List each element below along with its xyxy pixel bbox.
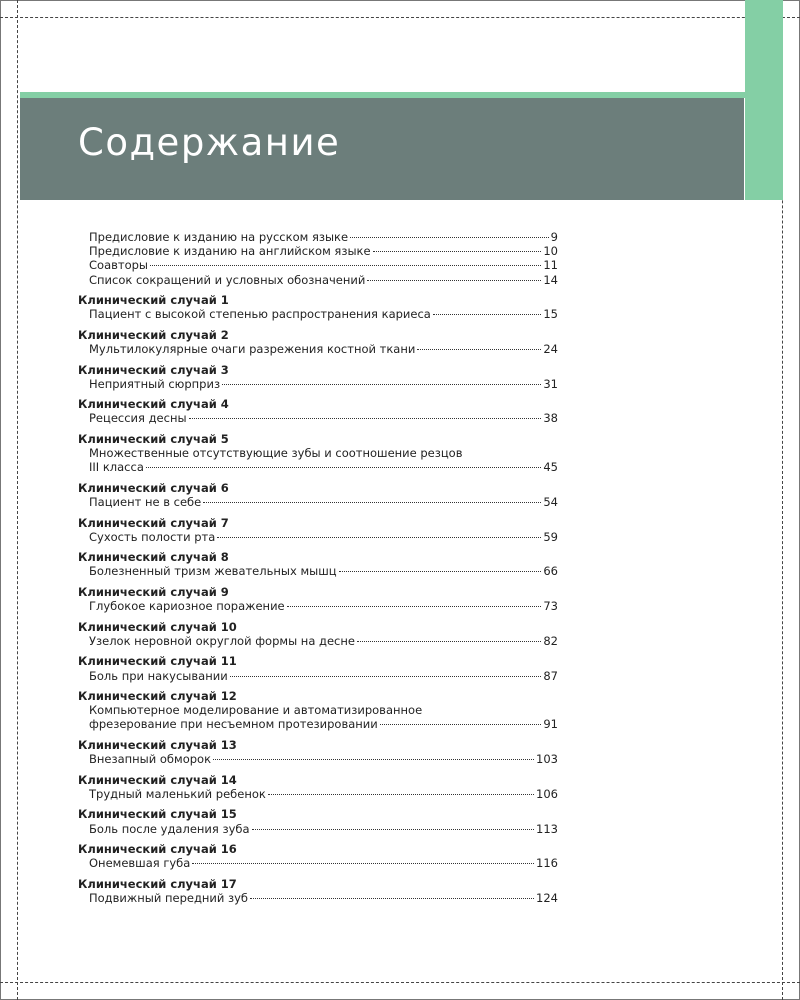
- case-heading: Клинический случай 9: [78, 584, 229, 599]
- page-number: 15: [543, 307, 558, 322]
- case-heading: Клинический случай 1: [78, 293, 229, 308]
- page-number: 31: [543, 376, 558, 391]
- toc-entry[interactable]: [78, 342, 558, 356]
- dot-leader: [222, 384, 541, 385]
- case-heading: Клинический случай 17: [78, 876, 237, 891]
- entry-title: Внезапный обморок: [89, 752, 212, 767]
- page-number: 45: [543, 460, 558, 475]
- dot-leader: [350, 237, 549, 238]
- toc-entry[interactable]: [78, 787, 558, 801]
- toc-entry[interactable]: [78, 891, 558, 905]
- entry-title: Рецессия десны: [89, 411, 187, 426]
- case-heading: Клинический случай 13: [78, 737, 237, 752]
- table-of-contents: [78, 230, 558, 905]
- entry-title: Мультилокулярные очаги разрежения костной ткани: [89, 342, 416, 357]
- page-number: 9: [550, 230, 558, 244]
- page-number: 103: [536, 752, 558, 767]
- entry-title: Сухость полости рта: [89, 529, 216, 544]
- toc-entry[interactable]: [78, 530, 558, 544]
- dot-leader: [192, 863, 534, 864]
- dot-leader: [339, 571, 542, 572]
- case-heading: Клинический случай 3: [78, 362, 229, 377]
- toc-entry[interactable]: [78, 230, 558, 244]
- toc-entry[interactable]: [78, 411, 558, 425]
- dot-leader: [189, 418, 542, 419]
- case-heading: Клинический случай 7: [78, 515, 229, 530]
- dot-leader: [252, 829, 535, 830]
- page-number: 59: [543, 529, 558, 544]
- entry-title: Пациент не в себе: [89, 495, 202, 510]
- entry-title: Подвижный передний зуб: [89, 890, 249, 905]
- page-number: 113: [536, 821, 558, 836]
- entry-title: III класса: [89, 460, 144, 475]
- entry-title: Болезненный тризм жевательных мышц: [89, 564, 337, 579]
- dot-leader: [268, 794, 534, 795]
- dot-leader: [230, 676, 542, 677]
- dot-leader: [433, 314, 542, 315]
- toc-entry[interactable]: [78, 244, 558, 258]
- page-number: 54: [543, 495, 558, 510]
- dot-leader: [150, 265, 541, 266]
- page-number: 14: [543, 272, 558, 287]
- dot-leader: [287, 606, 542, 607]
- entry-title: Соавторы: [89, 258, 149, 273]
- toc-entry[interactable]: [78, 377, 558, 391]
- page-number: 116: [536, 856, 558, 871]
- toc-entry[interactable]: [78, 669, 558, 683]
- entry-title: Узелок неровной округлой формы на десне: [89, 633, 355, 648]
- case-heading: Клинический случай 2: [78, 327, 229, 342]
- page-number: 91: [543, 717, 558, 732]
- entry-title: Боль после удаления зуба: [89, 821, 250, 836]
- toc-entry[interactable]: [78, 273, 558, 287]
- page-number: 10: [543, 244, 558, 259]
- dot-leader: [373, 251, 542, 252]
- entry-title: Трудный маленький ребенок: [89, 786, 266, 801]
- case-heading: Клинический случай 5: [78, 431, 229, 446]
- dot-leader: [146, 467, 541, 468]
- dot-leader: [203, 502, 541, 503]
- crop-guide-top: [0, 17, 800, 18]
- dot-leader: [217, 537, 541, 538]
- entry-title: Список сокращений и условных обозначений: [89, 272, 366, 287]
- case-heading: Клинический случай 16: [78, 842, 237, 857]
- toc-entry[interactable]: [78, 856, 558, 870]
- crop-guide-left: [17, 0, 18, 1000]
- accent-strip: [745, 0, 783, 200]
- entry-title: Предисловие к изданию на английском языке: [89, 244, 371, 259]
- entry-title: Неприятный сюрприз: [89, 376, 221, 391]
- page-number: 82: [543, 633, 558, 648]
- toc-entry[interactable]: [78, 717, 558, 731]
- page-number: 87: [543, 668, 558, 683]
- page-number: 73: [543, 599, 558, 614]
- dot-leader: [250, 898, 534, 899]
- entry-title: Онемевшая губа: [89, 856, 191, 871]
- toc-entry[interactable]: [78, 258, 558, 272]
- case-heading: Клинический случай 4: [78, 397, 229, 412]
- case-heading: Клинический случай 8: [78, 550, 229, 565]
- page-title: Содержание: [78, 121, 341, 164]
- toc-entry[interactable]: [78, 634, 558, 648]
- entry-title-line: Множественные отсутствующие зубы и соотношение резцов: [89, 446, 463, 461]
- case-heading: Клинический случай 15: [78, 807, 237, 822]
- toc-entry[interactable]: [78, 822, 558, 836]
- dot-leader: [417, 349, 541, 350]
- title-band: [20, 98, 744, 200]
- page-number: 11: [543, 258, 558, 273]
- dot-leader: [357, 641, 541, 642]
- case-heading: Клинический случай 11: [78, 654, 237, 669]
- page-number: 124: [536, 890, 558, 905]
- case-heading: Клинический случай 14: [78, 772, 237, 787]
- toc-entry[interactable]: [78, 460, 558, 474]
- toc-entry[interactable]: [78, 599, 558, 613]
- page-number: 106: [536, 786, 558, 801]
- page-number: 38: [543, 411, 558, 426]
- entry-title: фрезерование при несъемном протезировании: [89, 717, 378, 732]
- entry-title: Предисловие к изданию на русском языке: [89, 230, 349, 244]
- toc-entry[interactable]: [78, 752, 558, 766]
- entry-title: Боль при накусывании: [89, 668, 228, 683]
- dot-leader: [367, 280, 541, 281]
- page-number: 66: [543, 564, 558, 579]
- case-heading: Клинический случай 12: [78, 689, 237, 704]
- dot-leader: [380, 724, 542, 725]
- page-number: 24: [543, 342, 558, 357]
- entry-title: Глубокое кариозное поражение: [89, 599, 285, 614]
- dot-leader: [213, 759, 534, 760]
- case-heading: Клинический случай 6: [78, 480, 229, 495]
- entry-title-line: Компьютерное моделирование и автоматизированное: [89, 703, 423, 718]
- toc-entry[interactable]: [78, 564, 558, 578]
- entry-title: Пациент с высокой степенью распространения кариеса: [89, 307, 431, 322]
- case-heading: Клинический случай 10: [78, 619, 237, 634]
- crop-guide-bottom: [0, 982, 800, 983]
- toc-entry[interactable]: [78, 307, 558, 321]
- toc-entry[interactable]: [78, 495, 558, 509]
